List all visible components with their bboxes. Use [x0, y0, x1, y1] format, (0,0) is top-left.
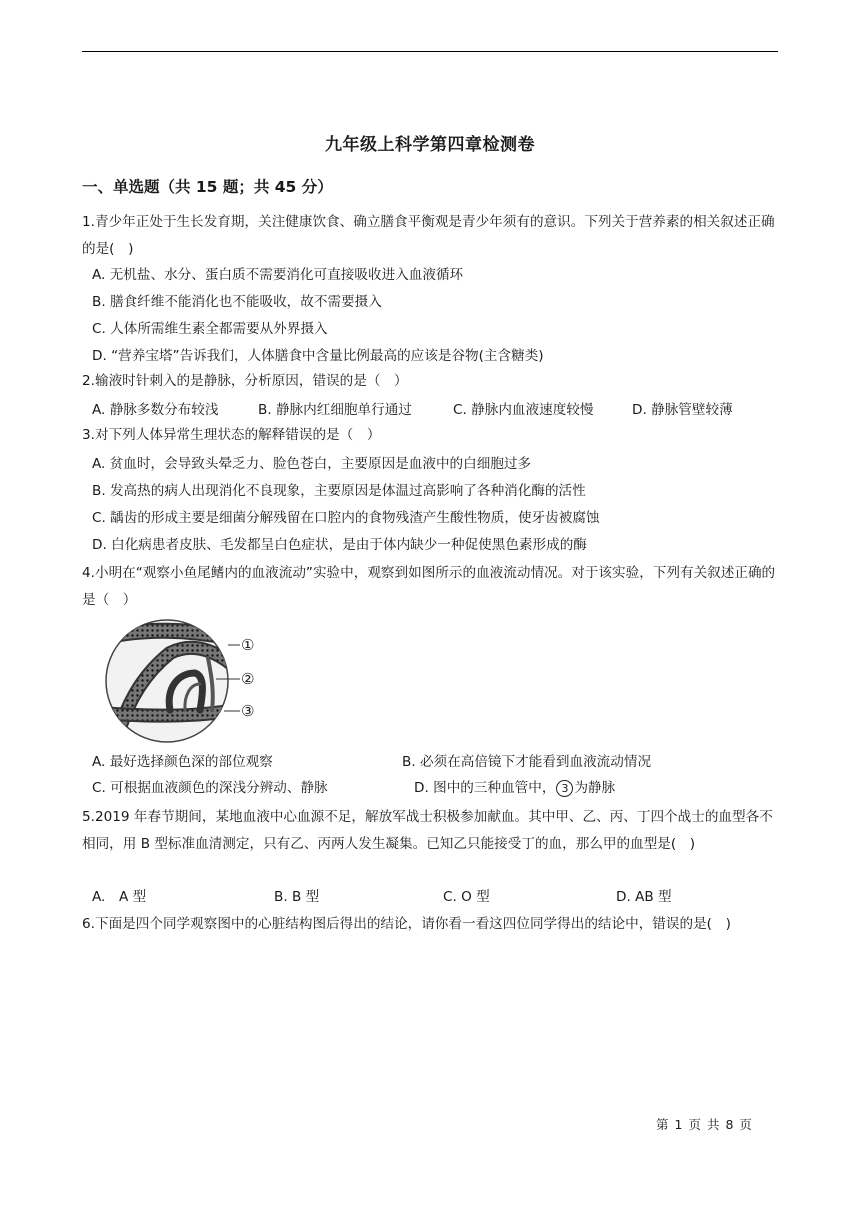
q4-option-b: B. 必须在高倍镜下才能看到血液流动情况 [402, 754, 652, 770]
question-2-stem: 2.输液时针刺入的是静脉，分析原因，错误的是（ ） [82, 373, 408, 389]
diagram-label-2: ② [241, 670, 255, 688]
q2-option-c: C. 静脉内血液速度较慢 [453, 402, 594, 418]
q4-option-d [414, 778, 615, 798]
diagram-label-1: ① [241, 636, 255, 654]
blood-flow-diagram [100, 618, 265, 744]
q2-option-a: A. 静脉多数分布较浅 [92, 402, 219, 418]
q1-option-b: B. 膳食纤维不能消化也不能吸收，故不需要摄入 [92, 294, 382, 310]
page-title: 九年级上科学第四章检测卷 [325, 135, 535, 155]
q4-option-d-pre: D. 图中的三种血管中， [414, 780, 556, 796]
q4-option-d-post: 为静脉 [574, 780, 616, 796]
question-6-stem: 6.下面是四个同学观察图中的心脏结构图后得出的结论，请你看一看这四位同学得出的结论中，错误的是( ) [82, 916, 731, 932]
q3-option-b: B. 发高热的病人出现消化不良现象，主要原因是体温过高影响了各种消化酶的活性 [92, 483, 586, 499]
footer-page-number: 1 [674, 1117, 683, 1132]
footer-di: 第 [656, 1117, 669, 1132]
q1-option-d: D. “营养宝塔”告诉我们，人体膳食中含量比例最高的应该是谷物(主含糖类) [92, 348, 544, 364]
q5-option-c: C. O 型 [443, 889, 490, 905]
footer-total-pages: 8 [725, 1117, 734, 1132]
question-4-stem: 4.小明在“观察小鱼尾鳍内的血液流动”实验中，观察到如图所示的血液流动情况。对于该实验，下列有关叙述正确的是（ ） [82, 565, 776, 608]
diagram-label-3: ③ [241, 702, 255, 720]
q5-option-b: B. B 型 [274, 889, 320, 905]
footer-ye-2: 页 [739, 1117, 752, 1132]
question-1-stem: 1.青少年正处于生长发育期，关注健康饮食、确立膳食平衡观是青少年须有的意识。下列关于营养素的相关叙述正确的是( ) [82, 214, 775, 257]
footer-ye: 页 [688, 1117, 701, 1132]
q2-option-d: D. 静脉管壁较薄 [632, 402, 733, 418]
q3-option-a: A. 贫血时，会导致头晕乏力、脸色苍白，主要原因是血液中的白细胞过多 [92, 456, 532, 472]
q3-option-d: D. 白化病患者皮肤、毛发都呈白色症状，是由于体内缺少一种促使黑色素形成的酶 [92, 537, 587, 553]
circled-number-3: 3 [556, 780, 573, 797]
q2-option-b: B. 静脉内红细胞单行通过 [258, 402, 412, 418]
q1-option-c: C. 人体所需维生素全都需要从外界摄入 [92, 321, 328, 337]
header-rule [82, 51, 778, 52]
section-heading: 一、单选题（共 15 题；共 45 分） [82, 178, 333, 196]
question-5-stem: 5.2019 年春节期间，某地血液中心血源不足，解放军战士积极参加献血。其中甲、乙、丙、丁四个战士的血型各不相同，用 B 型标准血清测定，只有乙、丙两人发生凝集。已知乙只能接受丁的血，那么甲的血型是( ) [82, 809, 773, 852]
question-3-stem: 3.对下列人体异常生理状态的解释错误的是（ ） [82, 427, 381, 443]
q5-option-a: A. A 型 [92, 889, 147, 905]
footer-gong: 共 [706, 1117, 720, 1132]
q4-option-a: A. 最好选择颜色深的部位观察 [92, 754, 273, 770]
q3-option-c: C. 龋齿的形成主要是细菌分解残留在口腔内的食物残渣产生酸性物质，使牙齿被腐蚀 [92, 510, 600, 526]
q4-option-c: C. 可根据血液颜色的深浅分辨动、静脉 [92, 780, 328, 796]
q5-option-d: D. AB 型 [616, 889, 672, 905]
q1-option-a: A. 无机盐、水分、蛋白质不需要消化可直接吸收进入血液循环 [92, 267, 464, 283]
page-footer [655, 1115, 753, 1133]
